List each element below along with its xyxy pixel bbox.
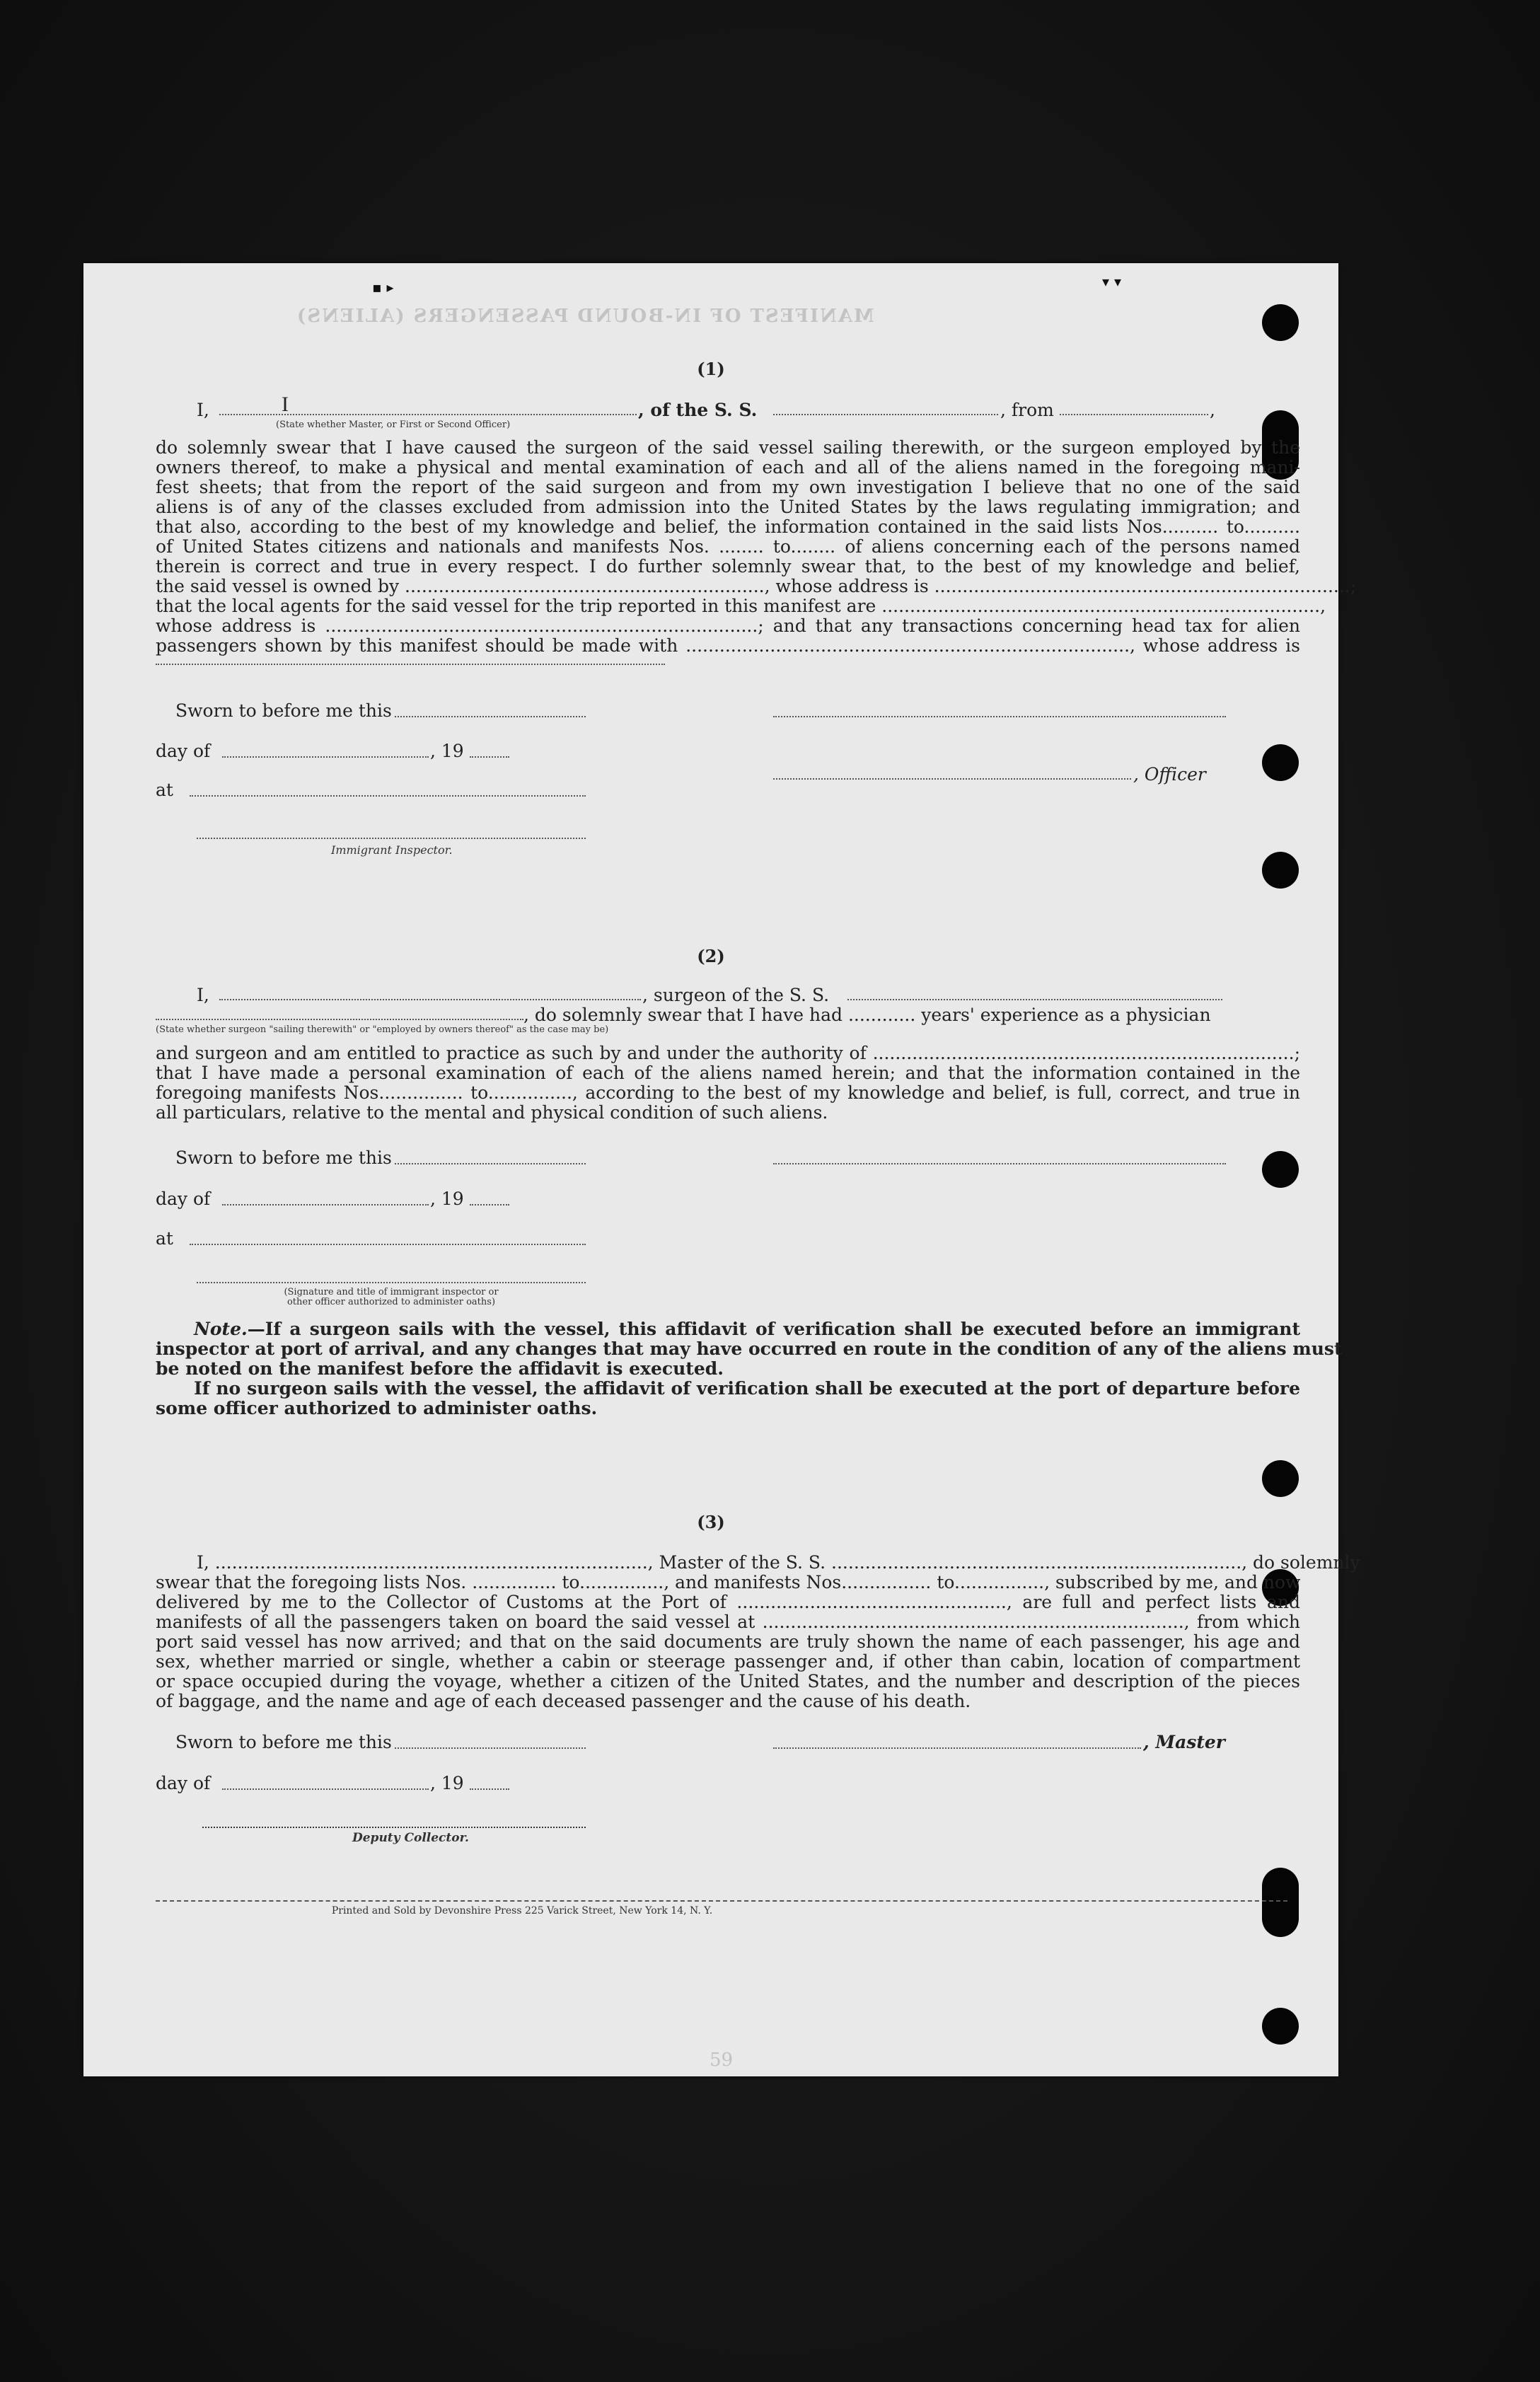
at-blank-1 bbox=[190, 795, 586, 797]
note-first-line: Note.—If a surgeon sails with the vessel, this affidavit of verification shall be executed before an immigrant bbox=[194, 1319, 1300, 1339]
surgeon-name-blank bbox=[219, 986, 641, 1000]
note-line: inspector at port of arrival, and any changes that may have occurred en route in the condition of any of the aliens must bbox=[156, 1339, 1343, 1359]
affidavit-3-line: delivered by me to the Collector of Customs at the Port of ................................................, are full and perfect lists and bbox=[156, 1592, 1300, 1612]
affidavit-page: MANIFEST OF IN-BOUND PASSENGERS (ALIENS) ▪ ▸ ▾ ▾ (1) I, I , of the S. S. , from , (State whether Master, or First or Second Officer) do solemnly swear that I have caused the surgeon of the said vessel sailing therewith, or the surgeon employed by the owners thereof, to make a physical and mental examination of each and all of the aliens named in the foregoing mani- fest sheets; that from the report of the said surgeon and from my own investigation I believe that no one of the said aliens is of any of the classes excluded from admission into the United States by the laws regulating immigration; and that also, according to the best of my knowledge and belief, the information contained in the said lists Nos.......... to.......... of United States citizens and nationals and manifests Nos. ........ to........ of aliens concerning each of the persons named therein is correct and true in every respect. I do further solemnly swear that, to the best of my knowledge and belief, the said vessel is owned by ................................................................, whose address is ..........................................................................; that the local agents for the said vessel for the trip reported in this manifest are .............................................................................., whose address is .............................................................................; and that any transactions concerning head tax for alien passengers shown by this manifest should be made with ..............................................................................., whose address is Sworn to before me this day of , 19 at , Officer Immigrant Inspector. (2) I, , surgeon of the S. S. , do solemnly swear that I have had ............ years' experience as a physician (State whether surgeon "sailing therewith" or "employed by owners thereof" as the case may be) and surgeon and am entitled to practice as such by and under the authority of ...........................................................................; that I have made a personal examination of each of the aliens named herein; and that the information contained in the foregoing manifests Nos............... to..............., according to the best of my knowledge and belief, is full, correct, and true in all particulars, relative to the mental and physical condition of such aliens. Sworn to before me this day of , 19 at (Signature and title of immigrant inspector or other officer authorized to administer oaths) Note.—If a surgeon sails with the vessel, this affidavit of verification shall be executed before an immigrant inspector at port of arrival, and any changes that may have occurred en route in the condition of any of the aliens must be noted on the manifest before the affidavit is executed. If no surgeon sails with the vessel, the affidavit of verification shall be executed at the port of departure before some officer authorized to administer oaths. (3) I, ............................................................................., Master of the S. S. ........................................................................., do solemnly swear that the foregoing lists Nos. ............... to..............., and manifests Nos................ to................, subscribed by me, and now delivered by me to the Collector of Customs at the Port of ................................................, are full and perfect lists and manifests of all the passengers taken on board the said vessel at ..........................................................................., from which port said vessel has now arrived; and that on the said documents are truly shown the name of each passenger, his age and sex, whether married or single, whether a cabin or steerage passenger and, if other than cabin, location of compartment or space occupied during the voyage, whether a citizen of the United States, and the number and description of the pieces of baggage, and the name and age of each deceased passenger and the cause of his death. Sworn to before me this , Master day of , 19 Deputy Collector. Printed and Sold by Devonshire Press 225 Varick Street, New York 14, N. Y. 59 bbox=[83, 263, 1338, 2076]
day-of-blank-1 bbox=[222, 756, 429, 758]
note-line: be noted on the manifest before the affidavit is executed. bbox=[156, 1358, 724, 1379]
day-of-blank-2 bbox=[222, 1204, 429, 1206]
year-label-1: , 19 bbox=[430, 741, 464, 761]
note2-line: some officer authorized to administer oaths. bbox=[156, 1398, 598, 1418]
scan-mark-right: ▾ ▾ bbox=[1102, 273, 1122, 290]
section-3-number: (3) bbox=[697, 1512, 725, 1532]
vessel-name-blank bbox=[773, 401, 998, 415]
punch-hole bbox=[1262, 1460, 1299, 1497]
at-blank-2 bbox=[190, 1244, 586, 1245]
affidavit-3-line: or space occupied during the voyage, whether a citizen of the United States, and the number and description of the pieces bbox=[156, 1671, 1300, 1692]
affidavit-1-line: passengers shown by this manifest should be made with ..............................................................................., whose address is bbox=[156, 635, 1300, 656]
surgeon-status-blank bbox=[156, 1006, 523, 1020]
affidavit-1-line: that also, according to the best of my knowledge and belief, the information contained in the said lists Nos.......... to.......... bbox=[156, 516, 1300, 537]
signature-caption-2: other officer authorized to administer oaths) bbox=[286, 1297, 496, 1307]
day-of-label-1: day of bbox=[156, 741, 211, 761]
affidavit-3-line: swear that the foregoing lists Nos. ............... to..............., and manifests Nos................ to................, subscribed by me, and now bbox=[156, 1572, 1301, 1592]
affidavit-1-line: do solemnly swear that I have caused the surgeon of the said vessel sailing therewith, or the surgeon employed by the bbox=[156, 437, 1300, 458]
scan-mark-left: ▪ ▸ bbox=[372, 279, 394, 296]
day-of-blank-3 bbox=[222, 1788, 429, 1790]
at-label-2: at bbox=[156, 1228, 173, 1249]
deputy-collector-label: Deputy Collector. bbox=[352, 1831, 469, 1845]
section-2-caption: (State whether surgeon "sailing therewith" or "employed by owners thereof" as the case may be) bbox=[156, 1024, 609, 1035]
deputy-collector-signature-line bbox=[202, 1827, 586, 1828]
officer-signature-extra-line bbox=[773, 716, 1226, 717]
affidavit-3-line: manifests of all the passengers taken on board the said vessel at ..........................................................................., from which bbox=[156, 1612, 1300, 1632]
affidavit-2-line: and surgeon and am entitled to practice as such by and under the authority of ...........................................................................; bbox=[156, 1043, 1300, 1063]
footer-rule bbox=[156, 1900, 1287, 1902]
year-blank-3 bbox=[470, 1788, 509, 1790]
affidavit-1-line: the said vessel is owned by ................................................................, whose address is ..........................................................................; bbox=[156, 576, 1357, 596]
affidavit-2-line: foregoing manifests Nos............... to..............., according to the best of my knowledge and belief, is full, correct, and true in bbox=[156, 1082, 1300, 1103]
note2-line: If no surgeon sails with the vessel, the affidavit of verification shall be executed at the port of departure before bbox=[194, 1378, 1300, 1399]
sworn-label-2: Sworn to before me this bbox=[175, 1147, 392, 1168]
affidavit-2-line: all particulars, relative to the mental and physical condition of such aliens. bbox=[156, 1102, 828, 1123]
section-1-caption: (State whether Master, or First or Second Officer) bbox=[276, 420, 511, 430]
punch-hole bbox=[1262, 1151, 1299, 1188]
page-number: 59 bbox=[710, 2049, 734, 2071]
port-from-blank bbox=[1060, 401, 1208, 415]
officer-label: , Officer bbox=[1133, 764, 1206, 785]
affidavit-1-line: therein is correct and true in every respect. I do further solemnly swear that, to the best of my knowledge and belief, bbox=[156, 556, 1300, 577]
surgeon-vessel-blank bbox=[847, 986, 1222, 1000]
inspector-signature-line-2 bbox=[197, 1282, 586, 1283]
affidavit-3-line: sex, whether married or single, whether a cabin or steerage passenger and, if other than cabin, location of compartment bbox=[156, 1651, 1300, 1672]
affidavit-2-line: that I have made a personal examination of each of the aliens named herein; and that the information contained in the bbox=[156, 1063, 1300, 1083]
year-label-2: , 19 bbox=[430, 1189, 464, 1209]
affidavit-1-line: owners thereof, to make a physical and mental examination of each and all of the aliens named in the foregoing mani- bbox=[156, 457, 1300, 478]
note-label: Note. bbox=[194, 1319, 248, 1339]
year-label-3: , 19 bbox=[430, 1773, 464, 1793]
punch-hole bbox=[1262, 304, 1299, 341]
at-label-1: at bbox=[156, 780, 173, 800]
affidavit-3-line: I, ............................................................................., Master of the S. S. ........................................................................., do solemnly bbox=[197, 1552, 1360, 1573]
master-label: , Master bbox=[1143, 1732, 1225, 1752]
affidavit-1-line: that the local agents for the said vessel for the trip reported in this manifest are .............................................................................., bbox=[156, 596, 1326, 616]
sworn-date-blank-2 bbox=[395, 1163, 586, 1164]
year-blank-1 bbox=[470, 756, 509, 758]
inspector-signature-line bbox=[197, 838, 586, 839]
inspector-label: Immigrant Inspector. bbox=[331, 843, 453, 857]
affidavit-3-line: port said vessel has now arrived; and that on the said documents are truly shown the name of each passenger, his age and bbox=[156, 1631, 1300, 1652]
day-of-label-2: day of bbox=[156, 1189, 211, 1209]
surgeon-signature-line bbox=[773, 1163, 1226, 1164]
sworn-label-3: Sworn to before me this bbox=[175, 1732, 392, 1752]
affidavit-1-line: fest sheets; that from the report of the said surgeon and from my own investigation I believe that no one of the said bbox=[156, 477, 1300, 497]
signature-caption-1: (Signature and title of immigrant inspector or bbox=[284, 1287, 499, 1297]
officer-signature-line bbox=[773, 778, 1131, 780]
handwritten-mark: I bbox=[282, 393, 289, 416]
sworn-date-blank-3 bbox=[395, 1747, 586, 1749]
sworn-label-1: Sworn to before me this bbox=[175, 700, 392, 721]
section-1-number: (1) bbox=[697, 359, 725, 379]
affidavit-1-line: of United States citizens and nationals and manifests Nos. ........ to........ of aliens concerning each of the persons named bbox=[156, 536, 1300, 557]
affidavit-1-line: aliens is of any of the classes excluded from admission into the United States by the laws regulating immigration; and bbox=[156, 497, 1300, 517]
sworn-date-blank-1 bbox=[395, 716, 586, 717]
punch-hole bbox=[1262, 2008, 1299, 2045]
punch-hole-double bbox=[1262, 1868, 1299, 1937]
master-signature-line bbox=[773, 1747, 1141, 1749]
affidavit-3-line: of baggage, and the name and age of each deceased passenger and the cause of his death. bbox=[156, 1691, 971, 1711]
punch-hole bbox=[1262, 852, 1299, 889]
affidavit-1-line: whose address is .............................................................................; and that any transactions concerning head tax for alien bbox=[156, 615, 1300, 636]
bleed-through-title: MANIFEST OF IN-BOUND PASSENGERS (ALIENS) bbox=[296, 306, 874, 327]
day-of-label-3: day of bbox=[156, 1773, 211, 1793]
section-2-number: (2) bbox=[697, 946, 725, 966]
address-continuation-blank bbox=[156, 664, 665, 665]
year-blank-2 bbox=[470, 1204, 509, 1206]
printer-imprint: Printed and Sold by Devonshire Press 225 Varick Street, New York 14, N. Y. bbox=[331, 1905, 713, 1916]
